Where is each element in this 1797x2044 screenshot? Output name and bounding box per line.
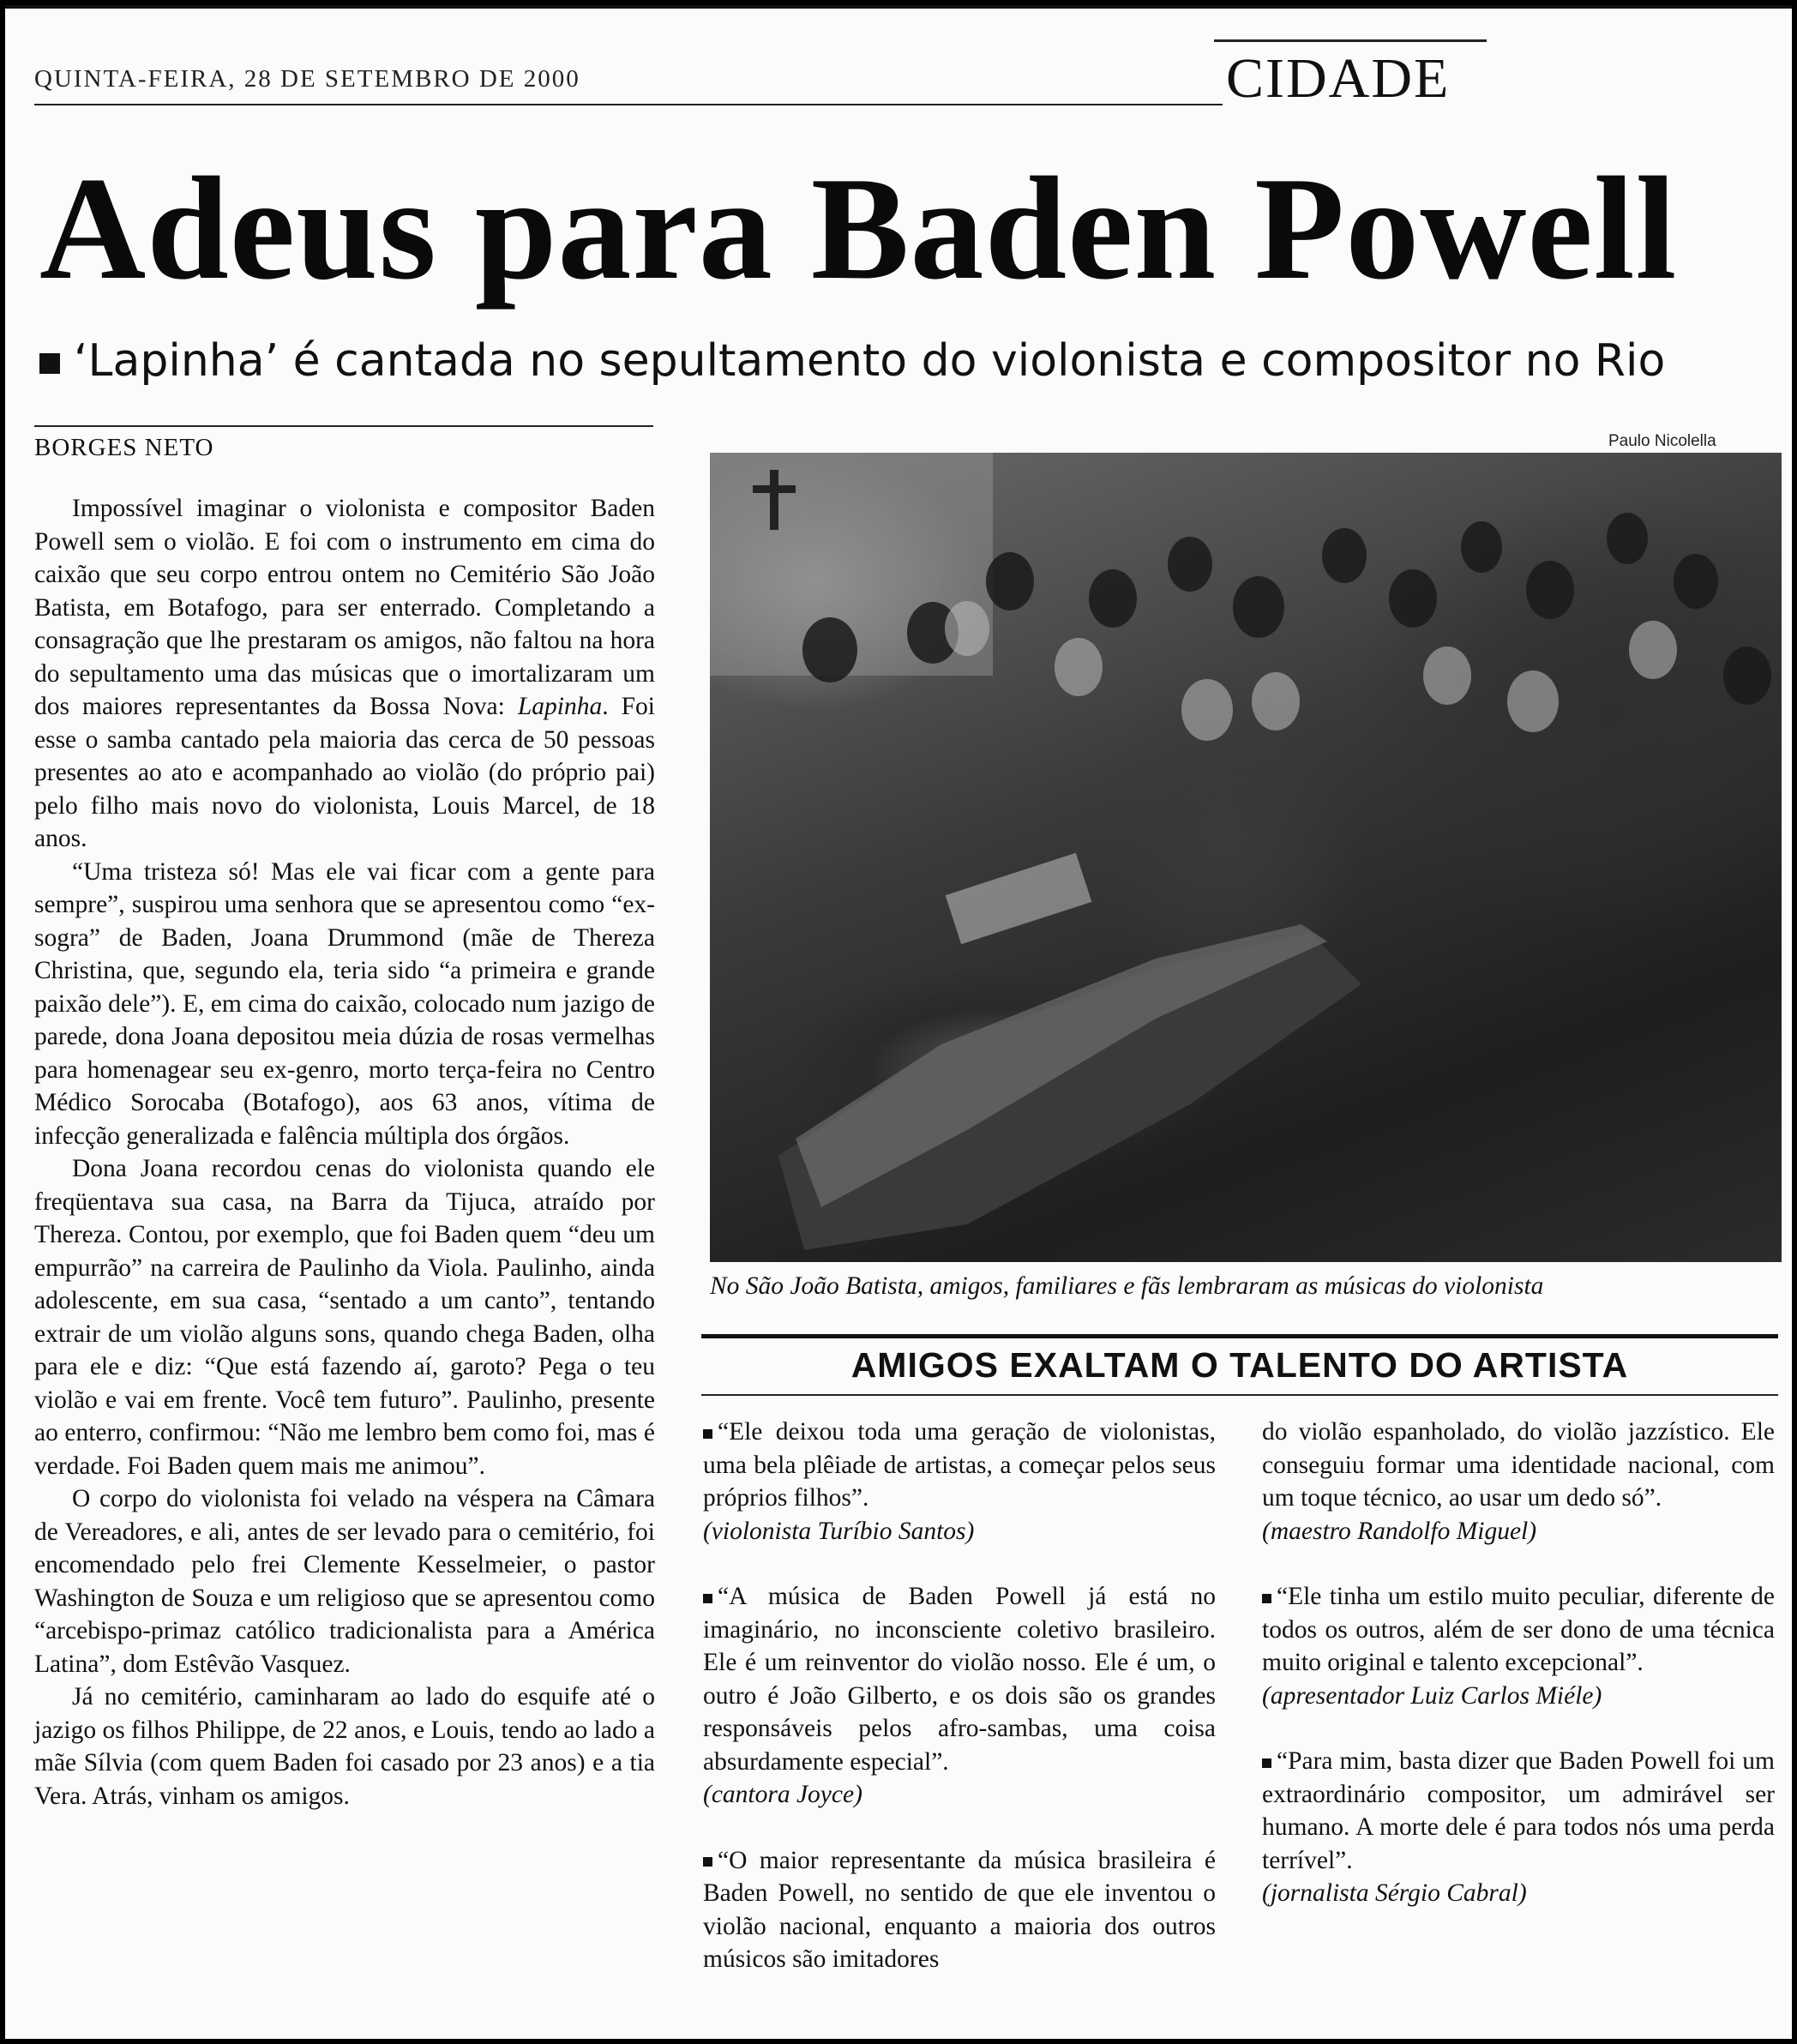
bullet-square-icon [703, 1594, 712, 1603]
quote-text: “A música de Baden Powell já está no imaginário, no inconsciente coletivo brasileiro. Ele é um reinventor do violão nosso. Ele é um, o outro é João Gilberto, e os dois são os grandes responsáveis pelos afro-sambas, uma coisa absurdamente especial”. [703, 1583, 1216, 1776]
quote-3 [703, 1844, 1216, 1976]
funeral-photo-illustration [710, 453, 1782, 1262]
bullet-square-icon [1262, 1758, 1271, 1768]
quote-5 [1262, 1745, 1775, 1910]
article-paragraph-5: Já no cemitério, caminharam ao lado do esquife até o jazigo os filhos Philippe, de 22 anos, e Louis, tendo ao lado a mãe Sílvia (com quem Baden foi casado por 23 anos) e a tia Vera. Atrás, vinham os amigos. [34, 1683, 655, 1810]
quote-attribution: (violonista Turíbio Santos) [703, 1517, 975, 1545]
quote-attribution: (cantora Joyce) [703, 1781, 862, 1808]
sidebar-title: AMIGOS EXALTAM O TALENTO DO ARTISTA [850, 1345, 1629, 1385]
quote-1 [703, 1416, 1216, 1548]
photo-credit: Paulo Nicolella [1608, 432, 1716, 450]
quote-text: do violão espanholado, do violão jazzístico. Ele conseguiu formar uma identidade nacional, com um toque técnico, ao usar um dedo só”. [1262, 1418, 1775, 1512]
headline: Adeus para Baden Powell [39, 147, 1678, 310]
funeral-photo [710, 453, 1782, 1262]
quote-attribution: (jornalista Sérgio Cabral) [1262, 1879, 1527, 1907]
header-rule [34, 104, 1223, 105]
quote-text: “Ele deixou toda uma geração de violonistas, uma bela plêiade de artistas, a começar pelos seus próprios filhos”. [703, 1418, 1216, 1512]
subheadline-text: ‘Lapinha’ é cantada no sepultamento do violonista e compositor no Rio [74, 335, 1666, 387]
issue-date: QUINTA-FEIRA, 28 DE SETEMBRO DE 2000 [34, 65, 580, 93]
sidebar-title-rule [701, 1394, 1778, 1396]
sidebar-top-rule [701, 1334, 1778, 1338]
quote-attribution: (apresentador Luiz Carlos Miéle) [1262, 1681, 1602, 1710]
paragraph-text: . Foi esse o samba cantado pela maioria das cerca de 50 pessoas presentes ao ato e acompanhado ao violão (do próprio pai) pelo filho mais novo do violonista, Louis Marcel, de 18 anos. [34, 693, 656, 852]
quote-3-continued [1262, 1416, 1775, 1548]
byline: BORGES NETO [34, 434, 214, 461]
song-title: Lapinha [517, 693, 603, 720]
bullet-square-icon [703, 1857, 712, 1867]
sidebar-column-1 [703, 1416, 1216, 2009]
article-paragraph-1 [34, 492, 655, 856]
article-paragraph-4: O corpo do violonista foi velado na véspera na Câmara de Vereadores, e ali, antes de ser levado para o cemitério, foi encomendado pelo frei Clemente Kesselmeier, o pastor Washington de Souza e um religioso que se apresentou como “arcebispo-primaz católico tradicionalista para a América Latina”, dom Estêvão Vasquez. [34, 1485, 655, 1678]
byline-rule [34, 425, 653, 427]
bullet-square-icon [39, 353, 60, 374]
section-rule [1214, 39, 1487, 42]
bullet-square-icon [703, 1429, 712, 1439]
subheadline [39, 335, 1788, 387]
quote-attribution: (maestro Randolfo Miguel) [1262, 1517, 1537, 1545]
article-paragraph-2: “Uma tristeza só! Mas ele vai ficar com a gente para sempre”, suspirou uma senhora que se apresentou como “ex-sogra” de Baden, Joana Drummond (mãe de Thereza Christina, que, segundo ela, teria sido “a primeira e grande paixão dele”). E, em cima do caixão, colocado num jazigo de parede, dona Joana depositou meia dúzia de rosas vermelhas para homenagear seu ex-genro, morto terça-feira no Centro Médico Sorocaba (Botafogo), aos 63 anos, vítima de infecção generalizada e falência múltipla dos órgãos. [34, 857, 655, 1150]
bullet-square-icon [1262, 1594, 1271, 1603]
quote-text: “O maior representante da música brasileira é Baden Powell, no sentido de que ele inventou o violão nacional, enquanto a maioria dos outros músicos são imitadores [703, 1846, 1216, 1973]
sidebar-column-2 [1262, 1416, 1775, 1943]
photo-caption: No São João Batista, amigos, familiares e fãs lembraram as músicas do violonista [710, 1272, 1544, 1300]
quote-2 [703, 1580, 1216, 1812]
quote-text: “Para mim, basta dizer que Baden Powell foi um extraordinário compositor, um admirável ser humano. A morte dele é para todos nós uma perda terrível”. [1262, 1747, 1775, 1874]
article-body [34, 492, 655, 1813]
top-border [5, 5, 1792, 9]
article-paragraph-3: Dona Joana recordou cenas do violonista quando ele freqüentava sua casa, na Barra da Tijuca, atraído por Thereza. Contou, por exemplo, que foi Baden quem “deu um empurrão” na carreira de Paulinho da Viola. Paulinho, ainda adolescente, em sua casa, “sentado a um canto”, tentando extrair de um violão alguns sons, quando chega Baden, olha para ele e diz: “Que está fazendo aí, garoto? Pega o teu violão e vai em frente. Você tem futuro”. Paulinho, presente ao enterro, confirmou: “Não me lembro bem como foi, mas é verdade. Foi Baden quem mais me animou”. [34, 1155, 655, 1480]
paragraph-text: Impossível imaginar o violonista e compositor Baden Powell sem o violão. E foi com o instrumento em cima do caixão que seu corpo entrou ontem no Cemitério São João Batista, em Botafogo, para ser enterrado. Completando a consagração que lhe prestaram os amigos, não faltou na hora do sepultamento uma das músicas que o imortalizaram um dos maiores representantes da Bossa Nova: [34, 495, 655, 720]
newspaper-page [5, 5, 1792, 2039]
quote-4 [1262, 1580, 1775, 1712]
quote-text: “Ele tinha um estilo muito peculiar, diferente de todos os outros, além de ser dono de uma técnica muito original e talento excepcional”. [1262, 1583, 1775, 1676]
section-name: CIDADE [1226, 47, 1451, 110]
